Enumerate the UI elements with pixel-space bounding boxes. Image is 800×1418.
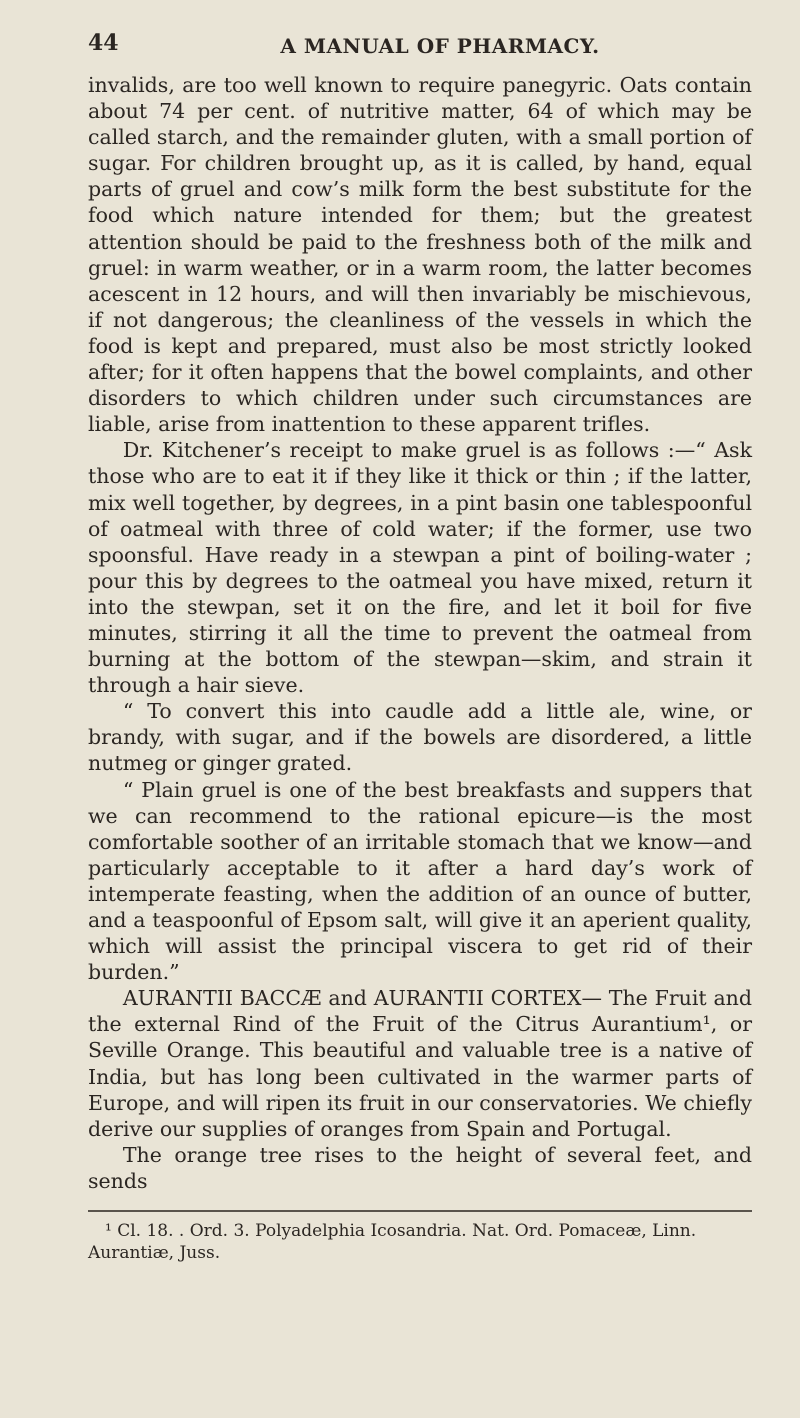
running-head <box>88 30 752 64</box>
paragraph-oats: invalids, are too well known to require panegyric. Oats contain about 74 per cent. of nutritive matter, 64 of which may be called starch, and the remainder gluten, with a small portion of sugar. For children brought up, as it is called, by hand, equal parts of gruel and cow’s milk form the best substitute for the food which nature intended for them; but the greatest attention should be paid to the freshness both of the milk and gruel: in warm weather, or in a warm room, the latter becomes acescent in 12 hours, and will then invariably be mischievous, if not dangerous; the cleanliness of the vessels in which the food is kept and prepared, must also be most strictly looked after; for it often happens that the bowel complaints, and other disorders to which children under such circumstances are liable, arise from inattention to these apparent trifles. <box>88 73 752 437</box>
body-text <box>88 72 752 1194</box>
footnote-divider <box>88 1210 752 1212</box>
paragraph-plain-gruel: “ Plain gruel is one of the best breakfasts and suppers that we can recommend to the rational epicure—is the most comfortable soother of an irritable stomach that we know—and particularly acceptable to it after a hard day’s work of intemperate feasting, when the addition of an ounce of butter, and a teaspoonful of Epsom salt, will give it an aperient quality, which will assist the principal viscera to get rid of their burden.” <box>88 777 752 985</box>
paragraph-caudle: “ To convert this into caudle add a little ale, wine, or brandy, with sugar, and if the bowels are disordered, a little nutmeg or ginger grated. <box>88 699 752 776</box>
paragraph-aurantii: AURANTII BACCÆ and AURANTII CORTEX— The Fruit and the external Rind of the Fruit of the Citrus Aurantium¹, or Seville Orange. This beautiful and valuable tree is a native of India, but has long been cultivated in the warmer parts of Europe, and will ripen its fruit in our conservatories. We chiefly derive our supplies of oranges from Spain and Portugal. <box>88 986 752 1141</box>
footnote: ¹ Cl. 18. . Ord. 3. Polyadelphia Icosandria. Nat. Ord. Pomaceæ, Linn. Aurantiæ, Juss. <box>88 1221 697 1264</box>
page-number: 44 <box>88 30 119 56</box>
paragraph-kitchener-receipt: Dr. Kitchener’s receipt to make gruel is as follows :—“ Ask those who are to eat it if they like it thick or thin ; if the latter, mix well together, by degrees, in a pint basin one tablespoonful of oatmeal with three of cold water; if the former, use two spoonsful. Have ready in a stewpan a pint of boiling-water ; pour this by degrees to the oatmeal you have mixed, return it into the stewpan, set it on the fire, and let it boil for five minutes, stirring it all the time to prevent the oatmeal from burning at the bottom of the stewpan—skim, and strain it through a hair sieve. <box>88 438 752 698</box>
paragraph-orange-tree: The orange tree rises to the height of several feet, and sends <box>88 1142 752 1193</box>
running-title: A MANUAL OF PHARMACY. <box>280 34 600 58</box>
